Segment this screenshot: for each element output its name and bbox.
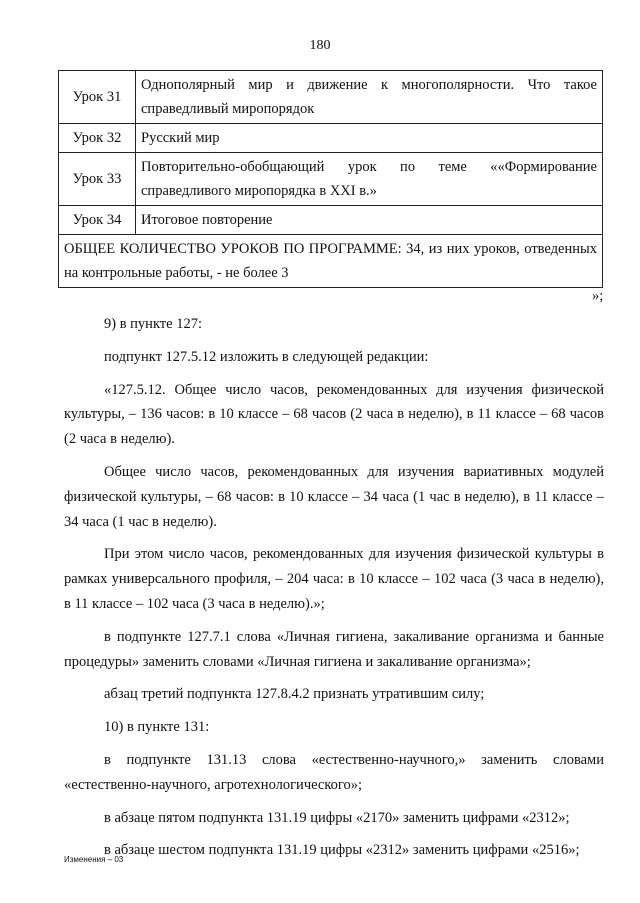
paragraph: в подпункте 127.7.1 слова «Личная гигиена, закаливание организма и банные процедуры» заменить словами «Личная гигиена и закаливание организма»; [64, 628, 604, 670]
paragraph: абзац третий подпункта 127.8.4.2 признать утратившим силу; [104, 686, 485, 703]
table-row [59, 153, 603, 206]
paragraph: «127.5.12. Общее число часов, рекомендованных для изучения физической культуры, – 136 часов: в 10 классе – 68 часов (2 часа в неделю), в 11 классе – 68 часов (2 часа в неделю). [64, 381, 604, 448]
document-body [64, 312, 604, 863]
lesson-name: Урок 31 [59, 71, 136, 124]
table-row [59, 124, 603, 153]
lesson-topic: Русский мир [136, 124, 603, 153]
page-number: 180 [309, 38, 331, 53]
paragraph: 9) в пункте 127: [104, 316, 202, 332]
lesson-name: Урок 32 [59, 124, 136, 153]
lessons-table [58, 70, 603, 288]
paragraph: подпункт 127.5.12 изложить в следующей редакции: [104, 348, 429, 365]
total-row [59, 235, 603, 288]
paragraph: в подпункте 131.13 слова «естественно-научного,» заменить словами «естественно-научного, агротехнологического»; [64, 751, 604, 793]
closing-quote-mark: »; [592, 288, 604, 304]
lesson-topic: Повторительно-обобщающий урок по теме ««Формирование справедливого миропорядка в XXI в.» [136, 153, 603, 206]
footer-note: Изменения – 03 [64, 855, 124, 864]
paragraph: в абзаце пятом подпункта 131.19 цифры «2170» заменить цифрами «2312»; [104, 809, 570, 826]
table-row [59, 206, 603, 235]
lesson-name: Урок 34 [59, 206, 136, 235]
lesson-topic: Итоговое повторение [136, 206, 603, 235]
total-lessons: ОБЩЕЕ КОЛИЧЕСТВО УРОКОВ ПО ПРОГРАММЕ: 34, из них уроков, отведенных на контрольные работы, - не более 3 [59, 235, 603, 288]
paragraph: При этом число часов, рекомендованных для изучения физической культуры в рамках универсального профиля, – 204 часа: в 10 классе – 102 часа (3 часа в неделю), в 11 классе – 102 часа (3 часа в неделю).»; [64, 546, 604, 612]
paragraph: в абзаце шестом подпункта 131.19 цифры «2312» заменить цифрами «2516»; [104, 842, 580, 859]
lesson-topic: Однополярный мир и движение к многополярности. Что такое справедливый миропорядок [136, 71, 603, 124]
table-row [59, 71, 603, 124]
paragraph: 10) в пункте 131: [104, 719, 210, 736]
lesson-name: Урок 33 [59, 153, 136, 206]
paragraph: Общее число часов, рекомендованных для изучения вариативных модулей физической культуры, – 68 часов: в 10 классе – 34 часа (1 час в неделю), в 11 классе – 34 часа (1 час в неделю). [64, 463, 604, 530]
